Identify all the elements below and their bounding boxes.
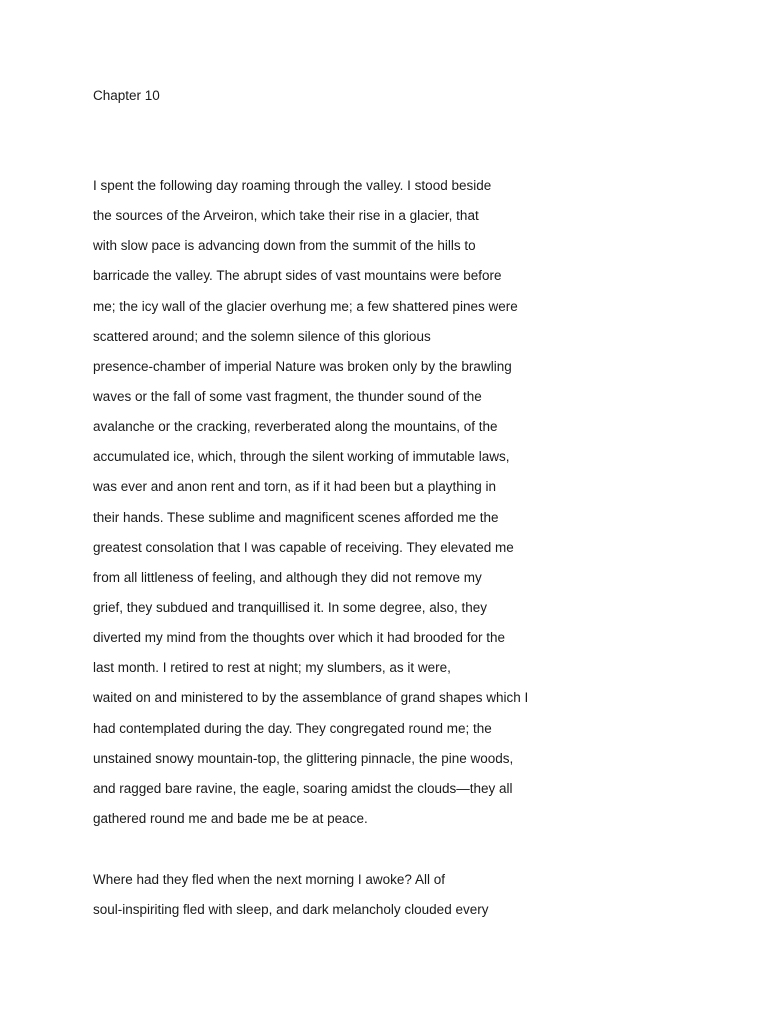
chapter-title: Chapter 10 — [93, 88, 160, 103]
text-line: the sources of the Arveiron, which take their rise in a glacier, that — [93, 208, 479, 224]
text-line: with slow pace is advancing down from the summit of the hills to — [93, 238, 476, 254]
text-line: scattered around; and the solemn silence of this glorious — [93, 328, 431, 344]
text-line: had contemplated during the day. They congregated round me; the — [93, 720, 492, 736]
text-line: last month. I retired to rest at night; my slumbers, as it were, — [93, 660, 451, 676]
text-line: diverted my mind from the thoughts over which it had brooded for the — [93, 630, 505, 646]
text-line: barricade the valley. The abrupt sides of vast mountains were before — [93, 268, 502, 284]
text-line: waves or the fall of some vast fragment, the thunder sound of the — [93, 388, 482, 404]
text-line: waited on and ministered to by the assemblance of grand shapes which I — [93, 690, 529, 706]
text-line: greatest consolation that I was capable of receiving. They elevated me — [93, 539, 514, 555]
text-line: accumulated ice, which, through the silent working of immutable laws, — [93, 449, 510, 465]
text-line: avalanche or the cracking, reverberated along the mountains, of the — [93, 419, 498, 435]
text-line: I spent the following day roaming through the valley. I stood beside — [93, 178, 492, 193]
text-line: was ever and anon rent and torn, as if it had been but a plaything in — [93, 479, 497, 495]
text-line: presence-chamber of imperial Nature was broken only by the brawling — [93, 358, 512, 374]
text-line: grief, they subdued and tranquillised it. In some degree, also, they — [93, 599, 487, 615]
text-line: gathered round me and bade me be at peace. — [93, 810, 368, 826]
text-line: me; the icy wall of the glacier overhung me; a few shattered pines were — [93, 298, 518, 314]
text-line: from all littleness of feeling, and although they did not remove my — [93, 569, 482, 585]
text-line: Where had they fled when the next morning I awoke? All of — [93, 872, 445, 887]
paragraph-2 — [93, 871, 488, 931]
text-line: soul-inspiriting fled with sleep, and dark melancholy clouded every — [93, 902, 489, 918]
paragraph-1 — [93, 177, 528, 840]
text-line: unstained snowy mountain-top, the glittering pinnacle, the pine woods, — [93, 750, 514, 766]
text-line: their hands. These sublime and magnificent scenes afforded me the — [93, 509, 499, 525]
text-line: and ragged bare ravine, the eagle, soaring amidst the clouds—they all — [93, 780, 513, 796]
